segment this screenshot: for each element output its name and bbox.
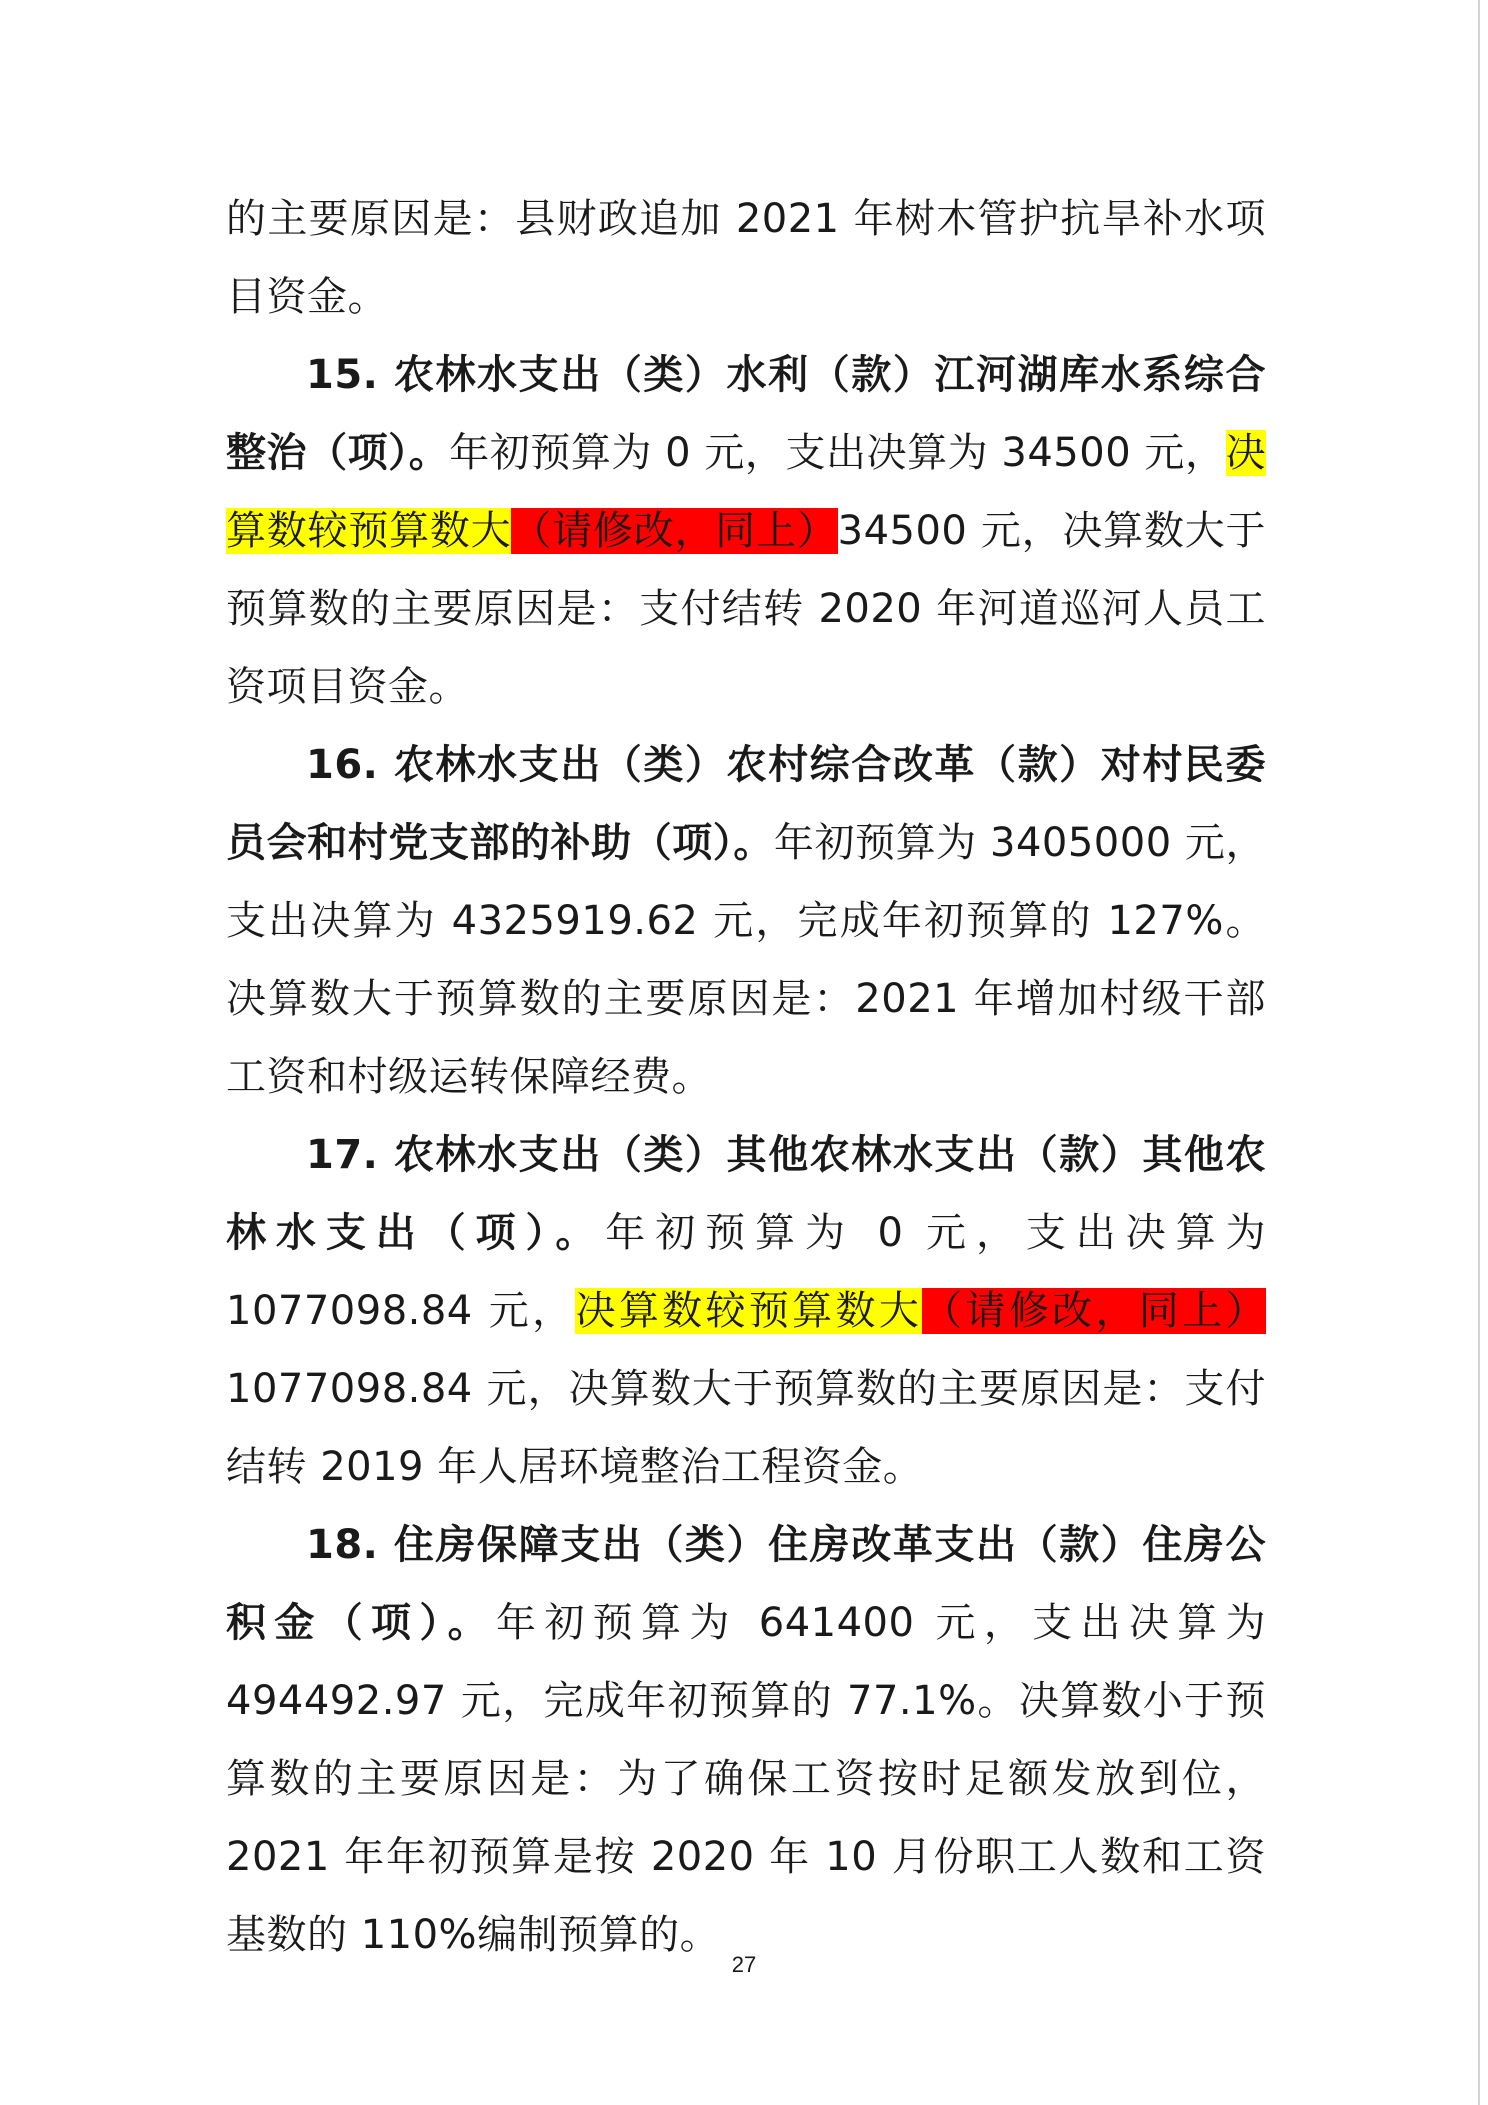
paragraph-heading: 17. 农林水支出（类）其他农林水支出（款）其他农林水支出（项）。 [226,1132,1266,1256]
paragraph-text: 年初预算为 3405000 元，支出决算为 4325919.62 元，完成年初预算的 127%。决算数大于预算数的主要原因是：2021 年增加村级干部工资和村级运转保障经费。 [226,820,1266,1100]
paragraph-text: 年初预算为 0 元，支出决算为 1077098.84 元， [226,1210,1266,1334]
page-edge-rule [1478,0,1480,2105]
paragraph-text: 年初预算为 0 元，支出决算为 34500 元， [449,430,1226,476]
paragraph-heading: 18. 住房保障支出（类）住房改革支出（款）住房公积金（项）。 [226,1522,1266,1646]
document-body [226,180,1266,1974]
paragraph-15 [226,336,1266,726]
paragraph-text: 34500 元，决算数大于预算数的主要原因是：支付结转 2020 年河道巡河人员工资项目资金。 [226,508,1267,710]
paragraph-text: 的主要原因是：县财政追加 2021 年树木管护抗旱补水项目资金。 [226,196,1266,320]
paragraph-heading: 15. 农林水支出（类）水利（款）江河湖库水系综合整治（项）。 [226,352,1266,476]
paragraph-heading: 16. 农林水支出（类）农村综合改革（款）对村民委员会和村党支部的补助（项）。 [226,742,1266,866]
highlight-red-comment: （请修改，同上） [511,508,838,554]
highlight-yellow: 决算数较预算数大 [575,1288,923,1334]
paragraph-16 [226,726,1266,1116]
page-number: 27 [731,1952,757,1977]
paragraph-text: 1077098.84 元，决算数大于预算数的主要原因是：支付结转 2019 年人居环境整治工程资金。 [226,1366,1266,1490]
paragraph-text: 年初预算为 641400 元，支出决算为 494492.97 元，完成年初预算的 77.1%。决算数小于预算数的主要原因是：为了确保工资按时足额发放到位，2021 年年初预算是按 2020 年 10 月份职工人数和工资基数的 110%编制预算的。 [226,1600,1267,1958]
paragraph-14-continuation [226,180,1266,336]
highlight-red-comment: （请修改，同上） [922,1288,1267,1334]
paragraph-17 [226,1116,1266,1506]
paragraph-18 [226,1506,1266,1974]
highlight-yellow: 决算数较预算数大 [226,430,1266,554]
